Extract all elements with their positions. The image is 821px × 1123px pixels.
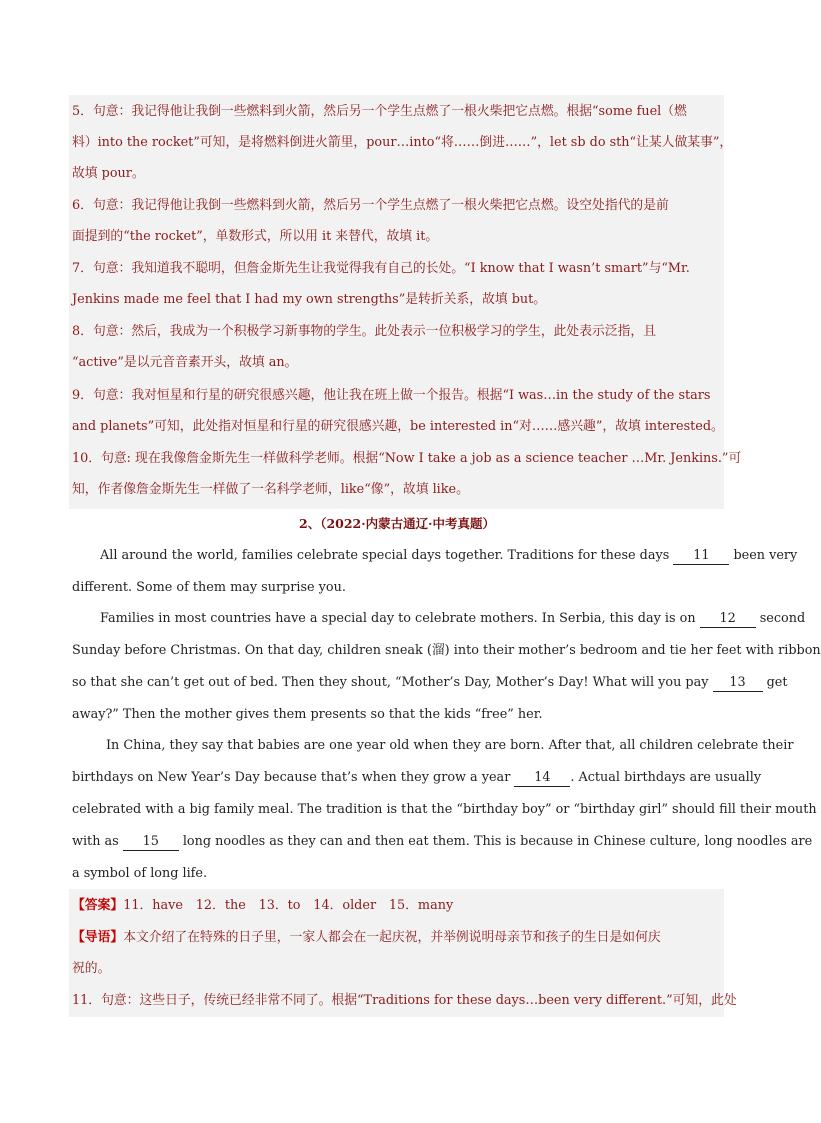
blank-13[interactable]: 13 xyxy=(713,675,763,692)
passage-text: with as xyxy=(72,834,123,849)
explanation-10-line-1: 10．句意: 现在我像詹金斯先生一样做科学老师。根据“Now I take a job as a science teacher …Mr. Jenkins.”可 xyxy=(72,451,742,466)
explanation-7-line-1: 7．句意：我知道我不聪明，但詹金斯先生让我觉得我有自己的长处。“I know that I wasn’t smart”与“Mr. xyxy=(72,261,690,276)
answer-label: 【答案】 xyxy=(72,898,124,913)
explanation-11-line-1: 11．句意：这些日子，传统已经非常不同了。根据“Traditions for these days…been very different.”可知，此处 xyxy=(72,993,737,1008)
explanation-9-line-1: 9．句意：我对恒星和行星的研究很感兴趣，他让我在班上做一个报告。根据“I was…in the study of the stars xyxy=(72,388,711,403)
passage-p2-line-1 xyxy=(100,610,805,628)
passage-text: Families in most countries have a special day to celebrate mothers. In Serbia, this day is on xyxy=(100,611,700,626)
blank-14[interactable]: 14 xyxy=(514,770,570,787)
passage-text: . Actual birthdays are usually xyxy=(570,770,762,785)
passage-p1-line-1 xyxy=(100,547,797,565)
passage-p1-line-2: different. Some of them may surprise you. xyxy=(72,580,346,595)
blank-15[interactable]: 15 xyxy=(123,834,179,851)
explanation-9-line-2: and planets”可知，此处指对恒星和行星的研究很感兴趣，be interested in“对……感兴趣”，故填 interested。 xyxy=(72,419,724,434)
explanation-5-line-3: 故填 pour。 xyxy=(72,166,145,181)
guide-line-1 xyxy=(72,929,724,947)
explanation-8-line-2: “active”是以元音音素开头，故填 an。 xyxy=(72,355,298,370)
passage-p2-line-2: Sunday before Christmas. On that day, children sneak (溜) into their mother’s bedroom and tie her feet with ribbon xyxy=(72,643,821,658)
answer-line xyxy=(72,897,724,915)
passage-p3-line-1: In China, they say that babies are one year old when they are born. After that, all children celebrate their xyxy=(106,738,794,753)
explanation-10-line-2: 知，作者像詹金斯先生一样做了一名科学老师，like“像”，故填 like。 xyxy=(72,482,469,497)
explanation-5-line-2: 料）into the rocket”可知，是将燃料倒进火箭里，pour…into“将……倒进……”，let sb do sth“让某人做某事”， xyxy=(72,135,733,150)
section-heading: 2、（2022·内蒙古通辽·中考真题） xyxy=(299,516,495,531)
explanation-8-line-1: 8．句意：然后，我成为一个积极学习新事物的学生。此处表示一位积极学习的学生，此处表示泛指，且 xyxy=(72,324,657,339)
guide-line-2: 祝的。 xyxy=(72,961,111,976)
guide-text: 本文介绍了在特殊的日子里，一家人都会在一起庆祝，并举例说明母亲节和孩子的生日是如何庆 xyxy=(123,930,661,945)
passage-p3-line-2 xyxy=(72,769,761,787)
passage-p3-line-5: a symbol of long life. xyxy=(72,866,208,881)
passage-text: long noodles as they can and then eat them. This is because in Chinese culture, long noodles are xyxy=(178,834,813,849)
passage-text: been very xyxy=(729,548,798,563)
passage-p3-line-3: celebrated with a big family meal. The tradition is that the “birthday boy” or “birthday girl” should fill their mouth xyxy=(72,802,817,817)
passage-text: get xyxy=(762,675,788,690)
guide-label: 【导语】 xyxy=(72,930,124,945)
passage-p3-line-4 xyxy=(72,833,812,851)
passage-text: second xyxy=(755,611,806,626)
passage-text: so that she can’t get out of bed. Then they shout, “Mother’s Day, Mother’s Day! What will you pay xyxy=(72,675,713,690)
passage-text: All around the world, families celebrate special days together. Traditions for these days xyxy=(100,548,674,563)
blank-11[interactable]: 11 xyxy=(673,548,729,565)
passage-text: birthdays on New Year’s Day because that’s when they grow a year xyxy=(72,770,515,785)
passage-p2-line-3 xyxy=(72,674,788,692)
explanation-6-line-1: 6．句意：我记得他让我倒一些燃料到火箭，然后另一个学生点燃了一根火柴把它点燃。设空处指代的是前 xyxy=(72,198,669,213)
answer-text: 11．have 12．the 13．to 14．older 15．many xyxy=(123,898,454,913)
passage-p2-line-4: away?” Then the mother gives them presents so that the kids “free” her. xyxy=(72,707,543,722)
explanation-7-line-2: Jenkins made me feel that I had my own strengths”是转折关系，故填 but。 xyxy=(72,292,547,307)
blank-12[interactable]: 12 xyxy=(700,611,756,628)
explanation-6-line-2: 面提到的“the rocket”，单数形式，所以用 it 来替代，故填 it。 xyxy=(72,229,439,244)
explanation-5-line-1: 5．句意：我记得他让我倒一些燃料到火箭，然后另一个学生点燃了一根火柴把它点燃。根据“some fuel（燃 xyxy=(72,104,687,119)
